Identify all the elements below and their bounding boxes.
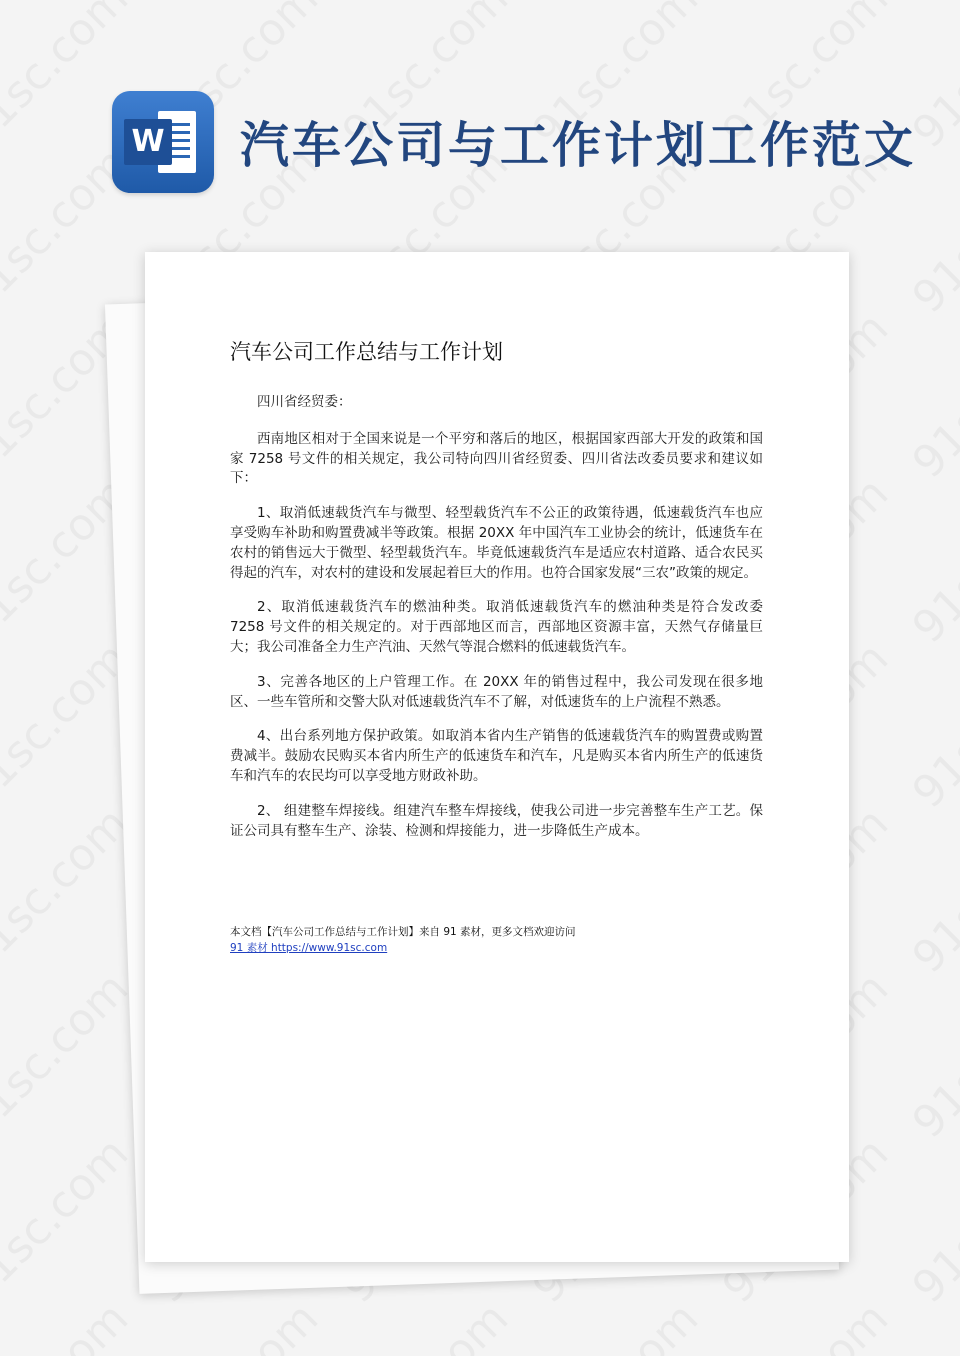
source-note — [230, 924, 576, 956]
watermark-text — [523, 1293, 708, 1356]
paragraph-item-4: 4、出台系列地方保护政策。如取消本省内生产销售的低速载货汽车的购置费或购置费减半。鼓励农民购买本省内所生产的低速货车和汽车，凡是购买本省内所生产的低速货车和汽车的农民均可以享受地方财政补助。 — [230, 728, 763, 784]
paragraph-item-2: 2、取消低速载货汽车的燃油种类。取消低速载货汽车的燃油种类是符合发改委 7258 号文件的相关规定的。对于西部地区而言，西部地区资源丰富，天然气存储量巨大；我公司准备全力生产汽油、天然气等混合燃料的低速载货汽车。 — [230, 599, 763, 655]
watermark-text — [0, 1128, 138, 1313]
page-header — [112, 90, 916, 194]
document-body — [230, 393, 763, 856]
watermark-text — [903, 468, 960, 653]
watermark-text — [333, 1293, 518, 1356]
page-title: 汽车公司与工作计划工作范文 — [240, 117, 917, 174]
watermark-text — [903, 633, 960, 818]
watermark-text — [143, 1293, 328, 1356]
paragraph-item-5: 2、 组建整车焊接线。组建汽车整车焊接线，使我公司进一步完善整车生产工艺。保证公司具有整车生产、涂装、检测和焊接能力，进一步降低生产成本。 — [230, 802, 763, 839]
word-document-icon — [112, 91, 214, 193]
watermark-text — [0, 1293, 138, 1356]
watermark-text — [0, 963, 138, 1148]
watermark-text — [903, 303, 960, 488]
document-page — [145, 252, 849, 1262]
watermark-text — [903, 1128, 960, 1313]
watermark-text — [713, 1293, 898, 1356]
watermark-text — [903, 963, 960, 1148]
paragraph-intro: 西南地区相对于全国来说是一个平穷和落后的地区，根据国家西部大开发的政策和国家 7258 号文件的相关规定，我公司特向四川省经贸委、四川省法改委员要求和建议如下： — [230, 430, 763, 487]
document-title: 汽车公司工作总结与工作计划 — [230, 340, 503, 364]
source-note-text: 本文档【汽车公司工作总结与工作计划】来自 91 素材，更多文档欢迎访问 — [230, 926, 576, 938]
paragraph-item-1: 1、取消低速载货汽车与微型、轻型载货汽车不公正的政策待遇，低速载货汽车也应享受购车补助和购置费减半等政策。根据 20XX 年中国汽车工业协会的统计，低速货车在农村的销售远大于微型、轻型载货汽车。毕竟低速载货汽车是适应农村道路、适合农民买得起的汽车，对农村的建设和发展起着巨大的作用。也符合国家发展“三农”政策的规定。 — [230, 505, 763, 581]
source-link[interactable]: 91 素材 https://www.91sc.com — [230, 942, 388, 954]
watermark-text — [903, 1293, 960, 1356]
watermark-text — [0, 798, 138, 983]
paragraph-item-3: 3、完善各地区的上户管理工作。在 20XX 年的销售过程中，我公司发现在很多地区、一些车管所和交警大队对低速载货汽车不了解，对低速货车的上户流程不熟悉。 — [230, 673, 763, 710]
salutation: 四川省经贸委： — [257, 394, 352, 410]
word-icon-letter: W — [124, 119, 172, 165]
watermark-text — [903, 798, 960, 983]
